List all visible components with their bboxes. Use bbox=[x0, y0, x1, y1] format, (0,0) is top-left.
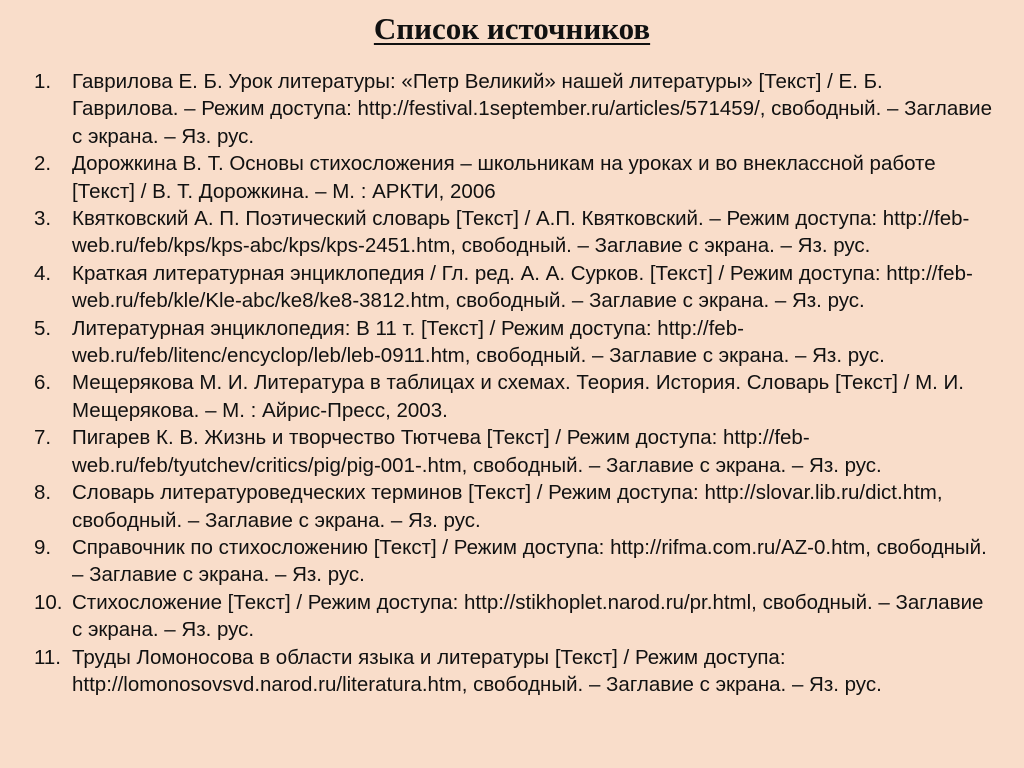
list-item bbox=[34, 424, 994, 479]
list-item-number: 7. bbox=[34, 426, 52, 450]
list-item bbox=[34, 369, 994, 424]
list-item bbox=[34, 68, 994, 150]
list-item-number: 3. bbox=[34, 207, 52, 231]
list-item-text: Дорожкина В. Т. Основы стихосложения – школьникам на уроках и во внеклассной работе [Текст] / В. Т. Дорожкина. – М. : АРКТИ, 2006 bbox=[72, 152, 936, 203]
list-item-number: 6. bbox=[34, 371, 52, 395]
page-title: Список источников bbox=[373, 11, 651, 46]
list-item bbox=[34, 479, 994, 534]
list-item-number: 4. bbox=[34, 261, 52, 285]
list-item-text: Стихосложение [Текст] / Режим доступа: http://stikhoplet.narod.ru/pr.html, свободный. – Заглавие с экрана. – Яз. рус. bbox=[72, 590, 984, 642]
list-item-number: 8. bbox=[34, 481, 52, 505]
list-item-text: Мещерякова М. И. Литература в таблицах и схемах. Теория. История. Словарь [Текст] / М. И. Мещерякова. – М. : Айрис-Пресс, 2003. bbox=[72, 371, 964, 422]
list-item-number: 10. bbox=[34, 590, 63, 614]
list-item-text: Литературная энциклопедия: В 11 т. [Текст] / Режим доступа: http://feb-web.ru/feb/litenc/encyclop/leb/leb-0911.htm, свободный. – Заглавие с экрана. – Яз. рус. bbox=[72, 316, 885, 368]
list-item-number: 5. bbox=[34, 316, 52, 340]
source-list bbox=[34, 68, 994, 698]
list-item-text: Пигарев К. В. Жизнь и творчество Тютчева [Текст] / Режим доступа: http://feb-web.ru/feb/tyutchev/critics/pig/pig-001-.htm, свободный. – Заглавие с экрана. – Яз. рус. bbox=[72, 426, 882, 477]
list-item-text: Словарь литературоведческих терминов [Текст] / Режим доступа: http://slovar.lib.ru/dict.htm, свободный. – Заглавие с экрана. – Яз. рус. bbox=[72, 481, 943, 532]
list-item-text: Труды Ломоносова в области языка и литературы [Текст] / Режим доступа: http://lomonosovsvd.narod.ru/literatura.htm, свободный. – Заглавие с экрана. – Яз. рус. bbox=[72, 645, 882, 696]
list-item bbox=[34, 205, 994, 260]
list-item-number: 1. bbox=[34, 70, 52, 93]
list-item bbox=[34, 589, 994, 644]
list-item-text: Справочник по стихосложению [Текст] / Режим доступа: http://rifma.com.ru/AZ-0.htm, свободный. – Заглавие с экрана. – Яз. рус. bbox=[72, 535, 987, 587]
list-item bbox=[34, 260, 994, 315]
list-item-text: Квятковский А. П. Поэтический словарь [Текст] / А.П. Квятковский. – Режим доступа: http://feb-web.ru/feb/kps/kps-abc/kps/kps-2451.htm, свободный. – Заглавие с экрана. – Яз. рус. bbox=[72, 207, 970, 258]
list-item bbox=[34, 534, 994, 589]
list-item-number: 2. bbox=[34, 152, 52, 176]
list-item-text: Краткая литературная энциклопедия / Гл. ред. А. А. Сурков. [Текст] / Режим доступа: http://feb-web.ru/feb/kle/Kle-abc/ke8/ke8-3812.htm, свободный. – Заглавие с экрана. – Яз. рус. bbox=[72, 261, 973, 313]
list-item bbox=[34, 644, 994, 699]
list-item-text: Гаврилова Е. Б. Урок литературы: «Петр Великий» нашей литературы» [Текст] / Е. Б. Гаврилова. – Режим доступа: http://festival.1september.ru/articles/571459/, свободный. – Заглавие с экрана. – Яз. рус. bbox=[72, 70, 993, 148]
list-item-number: 9. bbox=[34, 535, 52, 559]
list-item bbox=[34, 150, 994, 205]
list-item-number: 11. bbox=[34, 645, 61, 669]
list-item bbox=[34, 315, 994, 370]
